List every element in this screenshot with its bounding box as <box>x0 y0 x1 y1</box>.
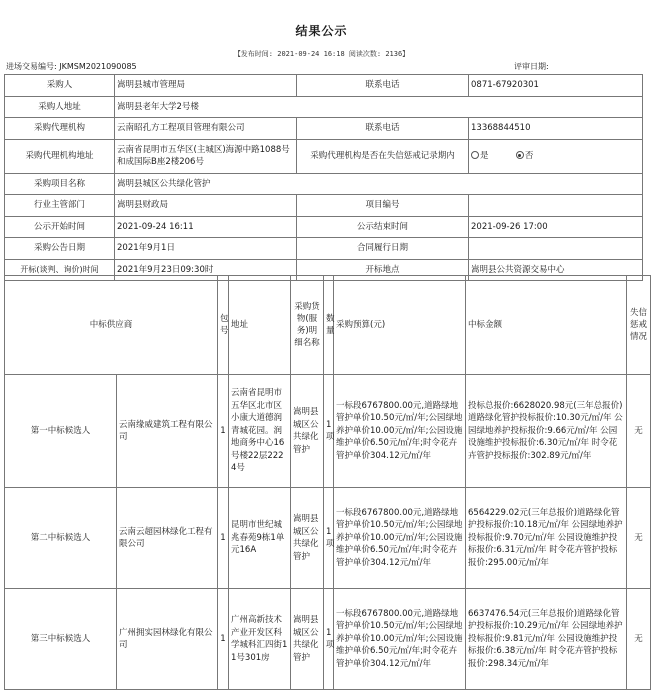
winners-header-row <box>5 276 651 375</box>
header-amount: 中标金额 <box>466 276 627 375</box>
winner-rank: 第三中标候选人 <box>5 589 117 690</box>
dishonest-choice <box>469 139 643 173</box>
open-place-label: 开标地点 <box>297 259 469 281</box>
project-name-value: 嵩明县城区公共绿化管护 <box>115 173 643 195</box>
winner-budget: 一标段6767800.00元,道路绿地管护单价10.50元/㎡/年;公园绿地养护单价10.00元/㎡/年;公园设施维护单价6.50元/㎡/年;时令花卉管护单价304.12元/㎡/年 <box>334 488 466 589</box>
winner-goods: 嵩明县城区公共绿化管护 <box>291 589 324 690</box>
end-label: 公示结束时间 <box>297 216 469 238</box>
time-row <box>5 216 643 238</box>
open-place-value: 嵩明县公共资源交易中心 <box>469 259 643 281</box>
winner-amount: 6637476.54元(三年总报价)道路绿化管护投标报价:10.29元/㎡/年 公园绿地养护投标报价:9.81元/㎡/年 公园设施维护投标报价:6.38元/㎡/年 时令花卉管护投标报价:298.34元/㎡/年 <box>466 589 627 690</box>
radio-yes-label: 是 <box>480 150 489 161</box>
winner-name: 广州拥实园林绿化有限公司 <box>117 589 218 690</box>
radio-no-label: 否 <box>524 150 534 161</box>
notice-date-value: 2021年9月1日 <box>115 238 297 260</box>
winner-pack: 1 <box>218 589 229 690</box>
contract-date-label: 合同履行日期 <box>297 238 469 260</box>
notice-date-label: 采购公告日期 <box>5 238 115 260</box>
buyer-value: 嵩明县城市管理局 <box>115 75 297 97</box>
header-dishonest: 失信惩戒情况 <box>627 276 651 375</box>
winner-name: 云南缘威建筑工程有限公司 <box>117 375 218 488</box>
buyer-label: 采购人 <box>5 75 115 97</box>
start-value: 2021-09-24 16:11 <box>115 216 297 238</box>
header-goods: 采购货物(服务)明细名称 <box>291 276 324 375</box>
winner-pack: 1 <box>218 488 229 589</box>
project-info-table <box>4 74 643 281</box>
end-value: 2021-09-26 17:00 <box>469 216 643 238</box>
winner-qty: 1项 <box>324 488 334 589</box>
agency-phone-value: 13368844510 <box>469 118 643 140</box>
table-row <box>5 375 651 488</box>
buyer-phone-value: 0871-67920301 <box>469 75 643 97</box>
winner-amount: 投标总报价:6628020.98元(三年总报价)道路绿化管护投标报价:10.30元/㎡/年 公园绿地养护投标报价:9.66元/㎡/年 公园设施维护投标报价:6.30元/㎡/年 时令花卉管护投标报价:302.89元/㎡/年 <box>466 375 627 488</box>
table-row <box>5 589 651 690</box>
winners-table <box>4 275 651 690</box>
buyer-phone-label: 联系电话 <box>297 75 469 97</box>
header-address: 地址 <box>229 276 291 375</box>
header-qty: 数量 <box>324 276 334 375</box>
agency-address-row <box>5 139 643 173</box>
winner-dishonest: 无 <box>627 375 651 488</box>
winner-goods: 嵩明县城区公共绿化管护 <box>291 488 324 589</box>
winner-amount: 6564229.02元(三年总报价)道路绿化管护投标报价:10.18元/㎡/年 公园绿地养护投标报价:9.70元/㎡/年 公园设施维护投标报价:6.31元/㎡/年 时令花卉管护投标报价:295.00元/㎡/年 <box>466 488 627 589</box>
dishonest-label: 采购代理机构是否在失信惩戒记录期内 <box>297 139 469 173</box>
agency-label: 采购代理机构 <box>5 118 115 140</box>
dept-row <box>5 195 643 217</box>
trade-code: 进场交易编号: JKMSM2021090085 <box>6 62 137 71</box>
winner-name: 云南云超园林绿化工程有限公司 <box>117 488 218 589</box>
winner-pack: 1 <box>218 375 229 488</box>
agency-address-label: 采购代理机构地址 <box>5 139 115 173</box>
agency-address-value: 云南省昆明市五华区(主城区)海源中路1088号和成国际B座2楼206号 <box>115 139 297 173</box>
winner-dishonest: 无 <box>627 488 651 589</box>
page-title: 结果公示 <box>295 24 348 38</box>
winner-address: 云南省昆明市五华区北市区小康大道德润青城花园。润地商务中心16号楼22层2224号 <box>229 375 291 488</box>
buyer-address-label: 采购人地址 <box>5 96 115 118</box>
dept-label: 行业主管部门 <box>5 195 115 217</box>
table-row <box>5 488 651 589</box>
winner-qty: 1项 <box>324 375 334 488</box>
open-time-label: 开标(谈判、询价)时间 <box>5 259 115 281</box>
project-name-label: 采购项目名称 <box>5 173 115 195</box>
open-time-value: 2021年9月23日09:30时 <box>115 259 297 281</box>
project-no-label: 项目编号 <box>297 195 469 217</box>
agency-value: 云南昭孔方工程项目管理有限公司 <box>115 118 297 140</box>
dept-value: 嵩明县财政局 <box>115 195 297 217</box>
contract-date-value <box>469 238 643 260</box>
winner-address: 昆明市世纪城兆春苑9栋1单元16A <box>229 488 291 589</box>
buyer-address-value: 嵩明县老年大学2号楼 <box>115 96 643 118</box>
project-name-row <box>5 173 643 195</box>
agency-phone-label: 联系电话 <box>297 118 469 140</box>
header-supplier: 中标供应商 <box>5 276 218 375</box>
radio-yes[interactable] <box>471 151 479 159</box>
review-date-label: 评审日期: <box>514 62 549 71</box>
winner-budget: 一标段6767800.00元,道路绿地管护单价10.50元/㎡/年;公园绿地养护单价10.00元/㎡/年;公园设施维护单价6.50元/㎡/年;时令花卉管护单价304.12元/㎡/年 <box>334 589 466 690</box>
header-budget: 采购预算(元) <box>334 276 466 375</box>
winner-rank: 第二中标候选人 <box>5 488 117 589</box>
project-no-value <box>469 195 643 217</box>
notice-row <box>5 238 643 260</box>
agency-row <box>5 118 643 140</box>
winner-goods: 嵩明县城区公共绿化管护 <box>291 375 324 488</box>
publish-info: 【发布时间: 2021-09-24 16:18 阅读次数: 2136】 <box>233 50 410 58</box>
start-label: 公示开始时间 <box>5 216 115 238</box>
header-pack: 包号 <box>218 276 229 375</box>
winner-address: 广州高新技术产业开发区科学城科汇四街11号301房 <box>229 589 291 690</box>
buyer-row <box>5 75 643 97</box>
radio-no[interactable] <box>516 151 524 159</box>
winner-budget: 一标段6767800.00元,道路绿地管护单价10.50元/㎡/年;公园绿地养护单价10.00元/㎡/年;公园设施维护单价6.50元/㎡/年;时令花卉管护单价304.12元/㎡/年 <box>334 375 466 488</box>
winner-rank: 第一中标候选人 <box>5 375 117 488</box>
winner-dishonest: 无 <box>627 589 651 690</box>
buyer-address-row <box>5 96 643 118</box>
winner-qty: 1项 <box>324 589 334 690</box>
